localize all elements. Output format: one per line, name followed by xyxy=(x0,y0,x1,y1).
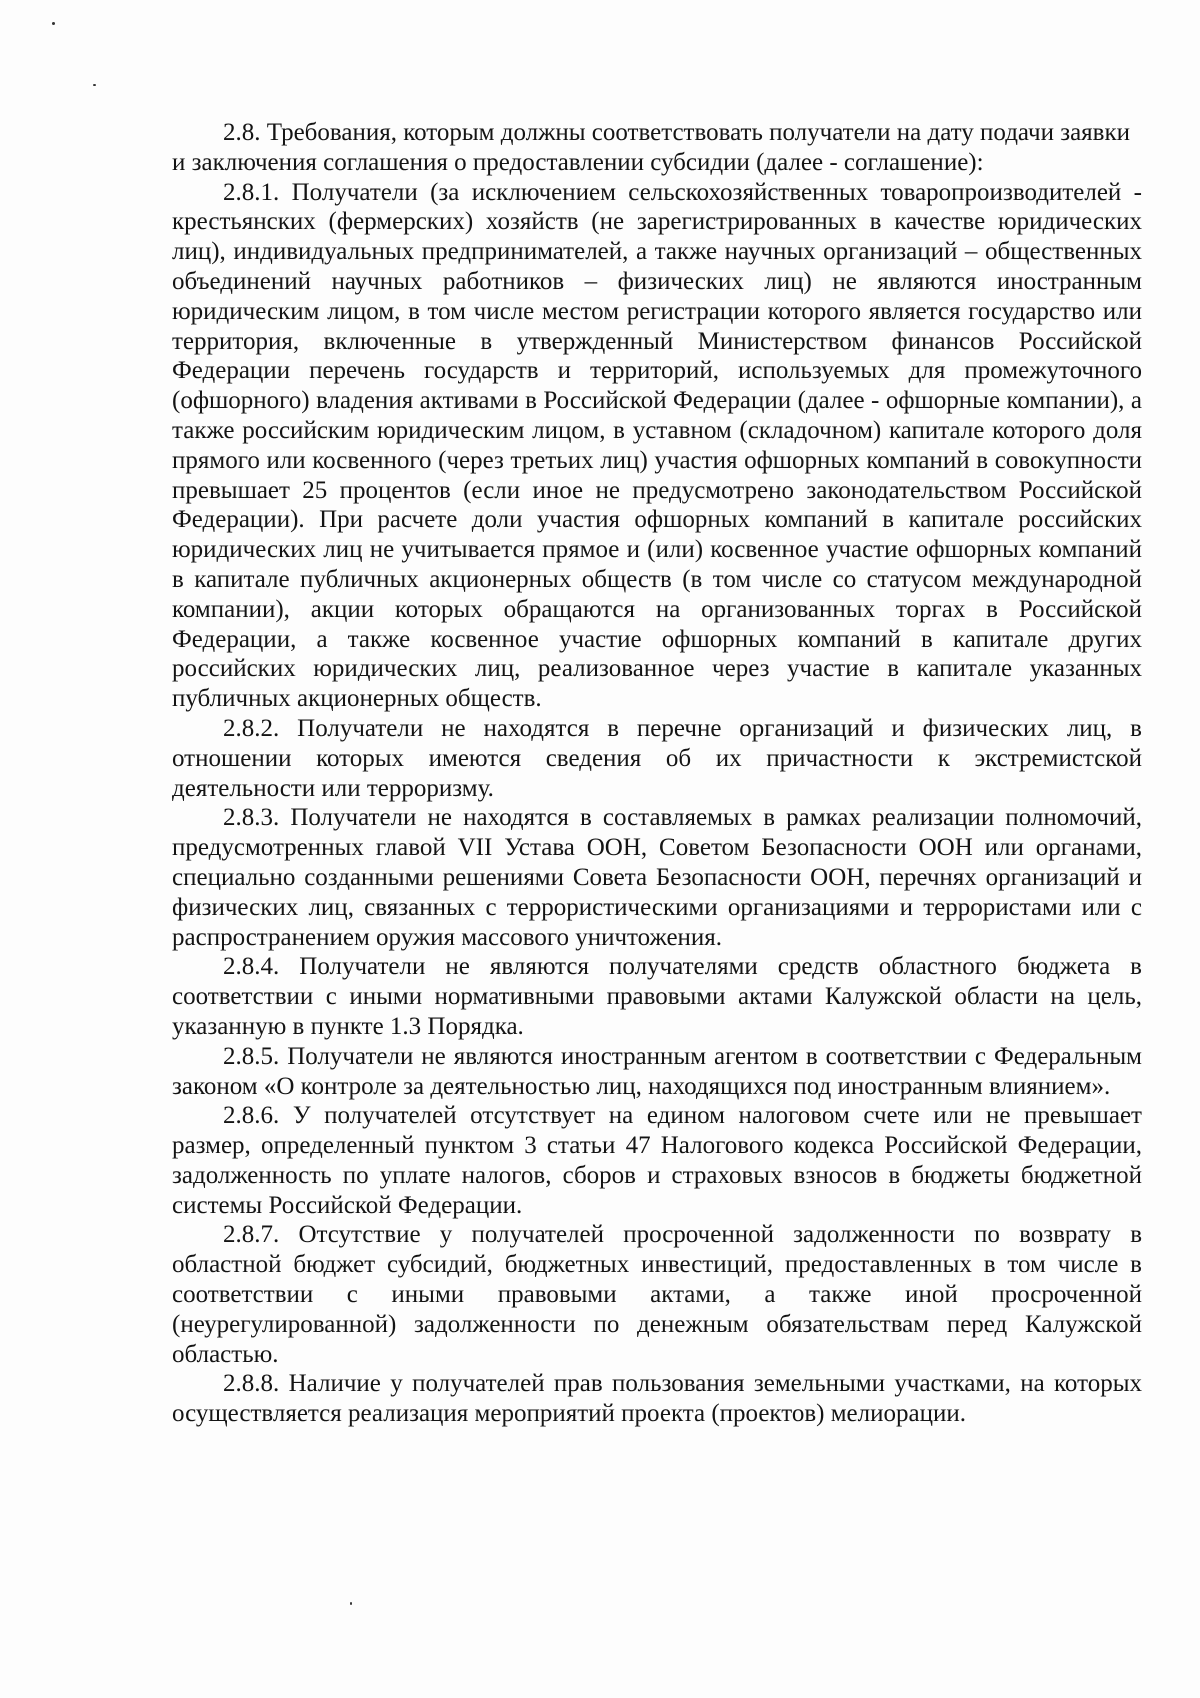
scan-speck xyxy=(93,84,96,86)
document-body xyxy=(172,118,1142,1429)
paragraph-2-8-2: 2.8.2. Получатели не находятся в перечне организаций и физических лиц, в отношении которых имеются сведения об их причастности к экстремистской деятельности или терроризму. xyxy=(172,714,1142,802)
paragraph-2-8-7: 2.8.7. Отсутствие у получателей просроченной задолженности по возврату в областной бюджет субсидий, бюджетных инвестиций, предоставленных в том числе в соответствии с иными правовыми актами, а также иной просроченной (неурегулированной) задолженности по денежным обязательствам перед Калужской областью. xyxy=(172,1221,1142,1368)
paragraph-2-8-1: 2.8.1. Получатели (за исключением сельскохозяйственных товаропроизводителей - крестьянских (фермерских) хозяйств (не зарегистрированных в качестве юридических лиц), индивидуальных предпринимателей, а также научных организаций – общественных объединений научных работников – физических лиц) не являются иностранным юридическим лицом, в том числе местом регистрации которого является государство или территория, включенные в утвержденный Министерством финансов Российской Федерации перечень государств и территорий, используемых для промежуточного (офшорного) владения активами в Российской Федерации (далее - офшорные компании), а также российским юридическим лицом, в уставном (складочном) капитале которого доля прямого или косвенного (через третьих лиц) участия офшорных компаний в совокупности превышает 25 процентов (если иное не предусмотрено законодательством Российской Федерации). При расчете доли участия офшорных компаний в капитале российских юридических лиц не учитывается прямое и (или) косвенное участие офшорных компаний в капитале публичных акционерных обществ (в том числе со статусом международной компании), акции которых обращаются на организованных торгах в Российской Федерации, а также косвенное участие офшорных компаний в капитале других российских юридических лиц, реализованное через участие в капитале указанных публичных акционерных обществ. xyxy=(172,178,1142,713)
paragraph-2-8: 2.8. Требования, которым должны соответствовать получатели на дату подачи заявки и заключения соглашения о предоставлении субсидии (далее - соглашение): xyxy=(172,119,1131,176)
scan-speck xyxy=(52,22,55,25)
paragraph-2-8-4: 2.8.4. Получатели не являются получателями средств областного бюджета в соответствии с иными нормативными правовыми актами Калужской области на цель, указанную в пункте 1.3 Порядка. xyxy=(172,953,1142,1040)
paragraph-2-8-8: 2.8.8. Наличие у получателей прав пользования земельными участками, на которых осуществляется реализация мероприятий проекта (проектов) мелиорации. xyxy=(172,1370,1142,1428)
scan-speck xyxy=(350,1602,352,1605)
paragraph-2-8-6: 2.8.6. У получателей отсутствует на едином налоговом счете или не превышает размер, определенный пунктом 3 статьи 47 Налогового кодекса Российской Федерации, задолженность по уплате налогов, сборов и страховых взносов в бюджеты бюджетной системы Российской Федерации. xyxy=(172,1102,1142,1219)
paragraph-2-8-3: 2.8.3. Получатели не находятся в составляемых в рамках реализации полномочий, предусмотренных главой VII Устава ООН, Советом Безопасности ООН или органами, специально созданными решениями Совета Безопасности ООН, перечнях организаций и физических лиц, связанных с террористическими организациями и террористами или с распространением оружия массового уничтожения. xyxy=(172,804,1142,951)
paragraph-2-8-5: 2.8.5. Получатели не являются иностранным агентом в соответствии с Федеральным законом «О контроле за деятельностью лиц, находящихся под иностранным влиянием». xyxy=(172,1042,1142,1100)
